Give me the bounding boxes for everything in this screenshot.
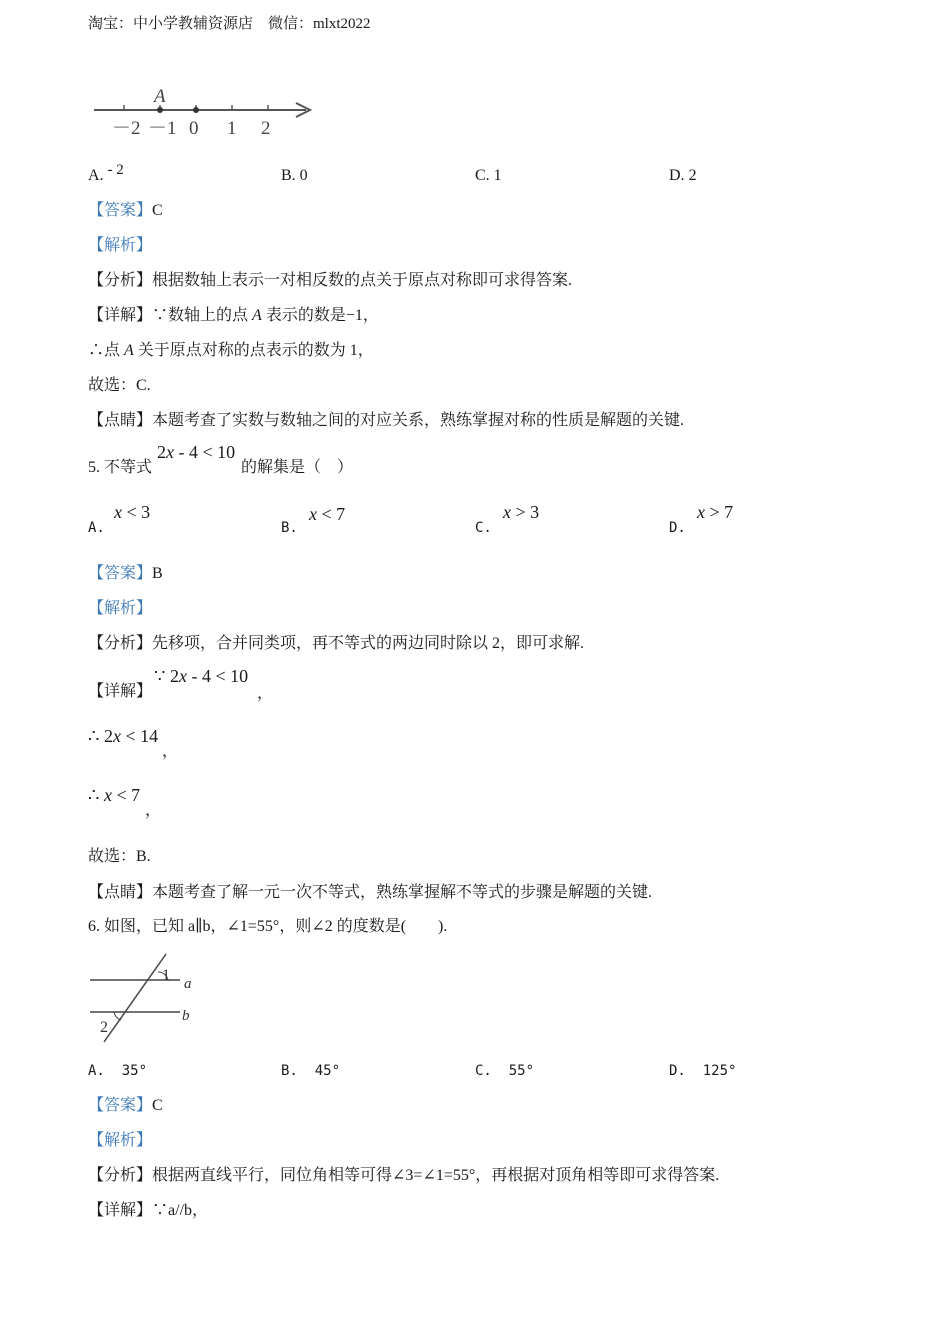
option-letter: D.	[669, 520, 686, 536]
option-value: 0	[299, 167, 308, 184]
point-a-label: A	[154, 86, 166, 107]
punctuation: ，	[145, 802, 162, 819]
transversal-line	[104, 954, 166, 1042]
fenxi-tag: 【分析】	[88, 272, 153, 289]
question-6-stem: 6. 如图，已知 a∥b，∠1=55°，则∠2 的度数是( ).	[88, 918, 448, 935]
option-value: 35°	[121, 1063, 148, 1079]
analysis-tag: 【解析】	[88, 600, 153, 617]
punctuation: ，	[162, 743, 179, 760]
option-letter: C.	[475, 1063, 492, 1079]
math-part: 2	[157, 442, 166, 462]
choice-line: 故选：C.	[88, 377, 151, 394]
option-value: - 2	[107, 162, 124, 178]
fenxi-line	[88, 634, 584, 654]
option-letter: A.	[88, 1063, 105, 1079]
option-value: 2	[688, 167, 697, 184]
analysis-tag: 【解析】	[88, 1132, 153, 1149]
fenxi-line	[88, 271, 572, 291]
math-part: ∴	[88, 785, 104, 805]
detail-tag: 【详解】	[88, 307, 153, 324]
option-c	[475, 1063, 534, 1079]
question-5-stem-prefix: 5. 不等式	[88, 459, 153, 476]
detail-step-3	[88, 785, 140, 806]
option-a	[88, 1063, 147, 1079]
question-5-stem-suffix: 的解集是（ ）	[241, 459, 354, 476]
choice-line: 故选：B.	[88, 848, 151, 865]
option-value: 55°	[508, 1063, 535, 1079]
variable: A	[124, 342, 134, 359]
detail-text: ∴点	[88, 342, 121, 359]
detail-line	[88, 341, 374, 361]
answer-line	[88, 1096, 163, 1116]
fenxi-text: 先移项，合并同类项，再不等式的两边同时除以 2，即可求解.	[152, 635, 585, 652]
dianjing-tag: 【点睛】	[88, 412, 153, 429]
option-letter: A.	[88, 167, 104, 184]
tick-label: －1	[148, 118, 177, 139]
detail-text: 表示的数是−1，	[265, 307, 379, 324]
answer-line	[88, 564, 163, 584]
math-part: 2	[169, 666, 179, 686]
angle-1-label: 1	[162, 967, 170, 984]
detail-step-2	[88, 726, 158, 747]
math-part: - 4 < 10	[174, 442, 236, 462]
option-b-value	[309, 504, 345, 525]
math-part: < 7	[111, 785, 141, 805]
page-header: 淘宝：中小学教辅资源店 微信：mlxt2022	[88, 16, 371, 32]
variable: x	[178, 666, 187, 686]
tick-label: －2	[112, 118, 141, 139]
detail-step-1	[154, 666, 248, 687]
option-c	[475, 166, 502, 186]
option-letter: A.	[88, 520, 105, 536]
math-part: < 14	[120, 726, 159, 746]
math-part: ∴	[88, 726, 104, 746]
detail-text: 关于原点对称的点表示的数为 1，	[137, 342, 374, 359]
answer-value: B	[152, 565, 163, 582]
variable: x	[103, 785, 112, 805]
option-letter: D.	[669, 1063, 686, 1079]
fenxi-line	[88, 1166, 719, 1186]
option-letter: B.	[281, 520, 298, 536]
line-b-label: b	[182, 1008, 190, 1024]
question-5-inequality	[157, 442, 235, 463]
parallel-lines-figure	[88, 950, 208, 1046]
math-part: > 7	[705, 502, 734, 522]
variable: x	[309, 504, 317, 524]
math-part: ∵	[154, 666, 170, 686]
option-b	[281, 166, 308, 186]
answer-value: C	[152, 1097, 163, 1114]
option-d	[669, 1063, 736, 1079]
point-a-dot	[157, 107, 163, 113]
answer-tag: 【答案】	[88, 565, 153, 582]
variable: x	[112, 726, 121, 746]
answer-value: C	[152, 202, 163, 219]
variable: x	[166, 442, 174, 462]
dianjing-line	[88, 883, 652, 903]
detail-line	[88, 1201, 208, 1221]
option-letter: D.	[669, 167, 685, 184]
option-d-value	[697, 502, 733, 523]
option-letter: B.	[281, 167, 296, 184]
number-line-figure	[88, 82, 318, 144]
detail-text: ∵数轴上的点	[152, 307, 249, 324]
option-d	[669, 166, 697, 186]
line-a-label: a	[184, 976, 192, 992]
variable: x	[697, 502, 705, 522]
dianjing-line	[88, 411, 684, 431]
tick-label: 2	[261, 118, 271, 139]
detail-line	[88, 306, 379, 326]
origin-dot	[193, 107, 199, 113]
math-part: < 7	[317, 504, 346, 524]
option-letter: C.	[475, 520, 492, 536]
punctuation: ，	[257, 685, 274, 702]
math-part: > 3	[511, 502, 540, 522]
option-value: 45°	[314, 1063, 341, 1079]
option-c-value	[503, 502, 539, 523]
tick-label: 1	[227, 118, 237, 139]
fenxi-tag: 【分析】	[88, 635, 153, 652]
answer-line	[88, 201, 163, 221]
option-letter: C.	[475, 167, 490, 184]
analysis-tag: 【解析】	[88, 237, 153, 254]
angle-2-label: 2	[100, 1019, 108, 1036]
answer-tag: 【答案】	[88, 202, 153, 219]
answer-tag: 【答案】	[88, 1097, 153, 1114]
variable: A	[252, 307, 262, 324]
option-a	[88, 162, 124, 186]
fenxi-text: 根据数轴上表示一对相反数的点关于原点对称即可求得答案.	[152, 272, 573, 289]
variable: x	[503, 502, 511, 522]
math-part: - 4 < 10	[186, 666, 249, 686]
option-b	[281, 1063, 340, 1079]
dianjing-text: 本题考查了实数与数轴之间的对应关系，熟练掌握对称的性质是解题的关键.	[152, 412, 685, 429]
option-value: 125°	[702, 1063, 737, 1079]
option-value: 1	[493, 167, 502, 184]
detail-tag: 【详解】	[88, 1202, 153, 1219]
fenxi-tag: 【分析】	[88, 1167, 153, 1184]
dianjing-tag: 【点睛】	[88, 884, 153, 901]
detail-tag: 【详解】	[88, 683, 153, 700]
option-letter: B.	[281, 1063, 298, 1079]
math-part: < 3	[122, 502, 151, 522]
dianjing-text: 本题考查了解一元一次不等式，熟练掌握解不等式的步骤是解题的关键.	[152, 884, 653, 901]
math-part: 2	[103, 726, 113, 746]
fenxi-text: 根据两直线平行，同位角相等可得∠3=∠1=55°，再根据对顶角相等即可求得答案.	[152, 1167, 720, 1184]
tick-label: 0	[189, 118, 199, 139]
option-a-value	[114, 502, 150, 523]
detail-text: ∵a//b，	[152, 1202, 209, 1219]
variable: x	[114, 502, 122, 522]
